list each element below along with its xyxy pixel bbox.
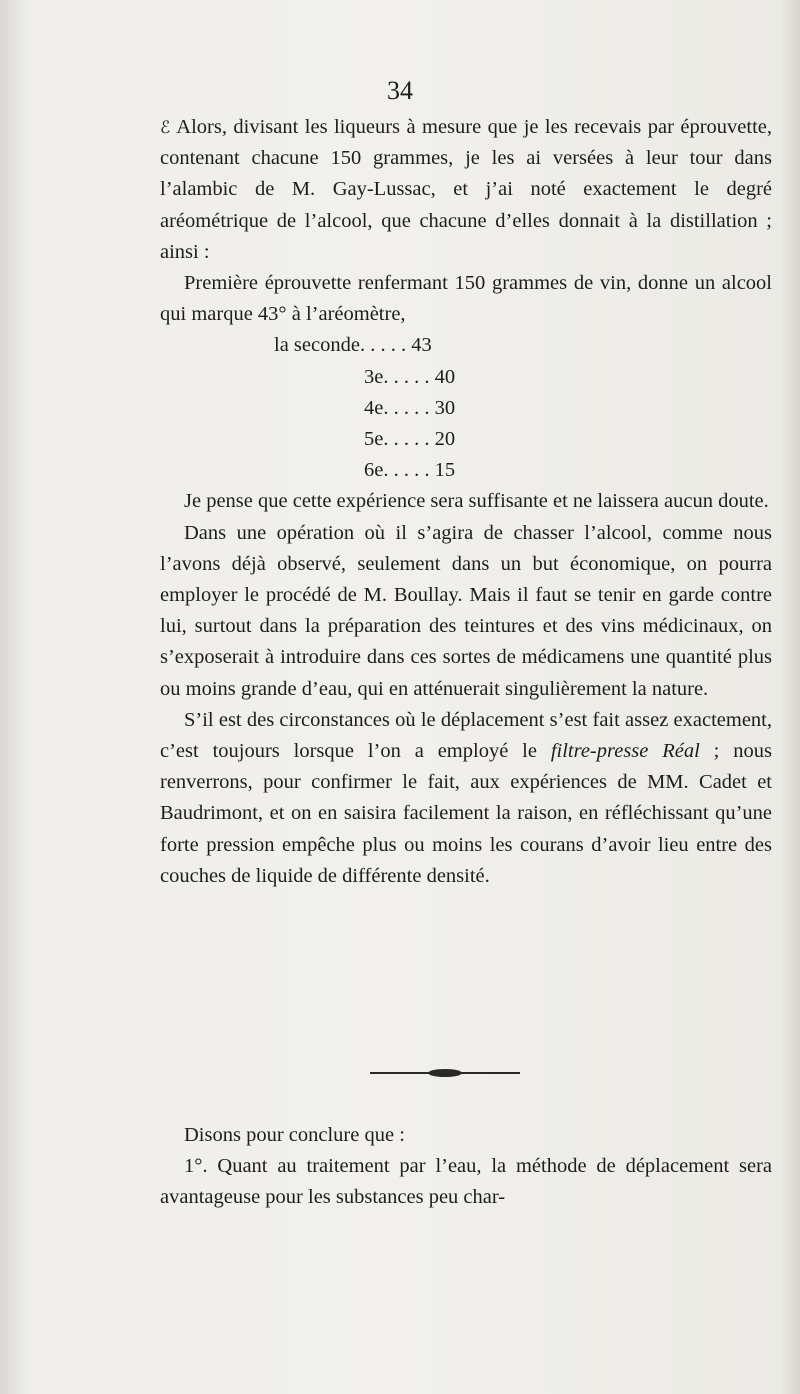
- list-item-label: 6e. . . . .: [364, 459, 430, 482]
- paragraph-sil: [160, 705, 772, 892]
- list-item: [160, 424, 772, 455]
- list-item-value: 40: [434, 365, 456, 388]
- list-item-value: 43: [411, 334, 432, 357]
- list-item-value: 20: [434, 428, 456, 451]
- main-text: [160, 112, 772, 892]
- paragraph-je-pense: Je pense que cette expérience sera suffisante et ne laissera aucun doute.: [184, 490, 769, 513]
- list-item: [160, 455, 772, 486]
- paragraph-disons: Disons pour conclure que :: [184, 1124, 405, 1146]
- list-item: [160, 330, 772, 361]
- ornament-icon: ℰ: [160, 118, 171, 137]
- paragraph-sil-part-b: ; nous renverrons, pour confirmer le fait, aux expériences de MM. Cadet et Baudrimont, et on en saisira facilement la raison, en réfléchissant qu’une forte pression empêche plus ou moins les courans d’avoir lieu entre des couches de liquide de différente densité.: [160, 740, 772, 887]
- list-item-value: 15: [434, 459, 456, 482]
- list-item-value: 30: [434, 396, 456, 419]
- paragraph-dans: Dans une opération où il s’agira de chasser l’alcool, comme nous l’avons déjà observé, seulement dans un but économique, on pourra employer le procédé de M. Boullay. Mais il faut se tenir en garde contre lui, surtout dans la préparation des teintures et des vins médicinaux, on s’exposerait à introduire dans ces sortes de médicamens une quantité plus ou moins grande d’eau, qui en atténuerait singulièrement la nature.: [160, 521, 772, 700]
- paragraph-alors-text: Alors, divisant les liqueurs à mesure que je les recevais par éprouvette, contenant chacune 150 grammes, je les ai versées à leur tour dans l’alambic de M. Gay-Lussac, et j’ai noté exactement le degré aréométrique de l’alcool, que chacune d’elles donnait à la distillation ; ainsi :: [160, 116, 772, 263]
- paragraph-sil-italic: filtre-presse Réal: [550, 740, 700, 763]
- paragraph-quant: 1°. Quant au traitement par l’eau, la méthode de déplacement sera avantageuse pour les substances peu char-: [160, 1155, 772, 1209]
- list-item-label: 3e. . . . .: [364, 365, 430, 388]
- list-item: [160, 362, 772, 393]
- ornamental-rule: [370, 1072, 520, 1074]
- paragraph-alors: [160, 112, 772, 268]
- list-item-label: 5e. . . . .: [364, 428, 430, 451]
- list-item: [160, 393, 772, 424]
- list-item-label: 4e. . . . .: [364, 396, 430, 419]
- conclusion-text: [160, 1120, 772, 1214]
- page-number: 34: [387, 76, 413, 105]
- degree-list: [160, 330, 772, 486]
- list-item-label: la seconde. . . . .: [274, 334, 407, 357]
- paragraph-premiere: Première éprouvette renfermant 150 grammes de vin, donne un alcool qui marque 43° à l’aréomètre,: [160, 272, 772, 326]
- paragraph-sil-part-a: S’il est des circonstances où le déplacement s’est fait assez exactement, c’est toujours lorsque l’on a employé le: [160, 708, 772, 763]
